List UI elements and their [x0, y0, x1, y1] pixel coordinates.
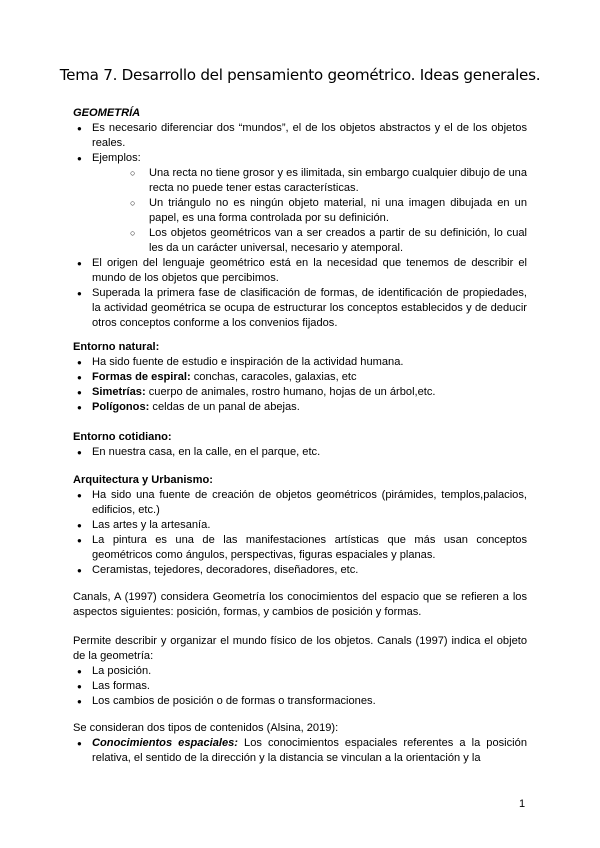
- term-description: Los conocimientos espaciales referentes a la posición relativa, el sentido de la dirección y la distancia se vinculan a la orientación y la: [92, 737, 527, 764]
- list-item: ● El origen del lenguaje geométrico está en la necesidad que tenemos de describir el mundo de los objetos que percibimos.: [73, 256, 527, 286]
- list-item: ● Ha sido fuente de estudio e inspiración de la actividad humana.: [73, 355, 527, 370]
- arquitectura-list: [73, 488, 527, 578]
- section-geometria: [73, 106, 527, 331]
- list-item: ● Las formas.: [73, 679, 527, 694]
- section-heading-geometria: GEOMETRÍA: [73, 107, 141, 119]
- sub-list-item: ○ Un triángulo no es ningún objeto material, ni una imagen dibujada en un papel, es una forma controlada por su definición.: [73, 196, 527, 226]
- list-item: ● Las artes y la artesanía.: [73, 518, 527, 533]
- list-item: ● Los cambios de posición o de formas o transformaciones.: [73, 694, 527, 709]
- list-item: ● Es necesario diferenciar dos “mundos”, el de los objetos abstractos y el de los objetos reales.: [73, 121, 527, 151]
- cotidiano-list: [73, 445, 527, 460]
- document-title: Tema 7. Desarrollo del pensamiento geométrico. Ideas generales.: [59, 66, 541, 84]
- section-entorno-cotidiano: [73, 430, 527, 460]
- term-description: cuerpo de animales, rostro humano, hojas de un árbol,etc.: [145, 386, 436, 398]
- term-poligonos: Polígonos:: [92, 401, 150, 413]
- paragraph-canals: [73, 590, 527, 620]
- list-item: ● Ceramistas, tejedores, decoradores, diseñadores, etc.: [73, 563, 527, 578]
- list-item: [73, 385, 527, 400]
- paragraph-contenidos: [73, 721, 527, 766]
- term-description: celdas de un panal de abejas.: [149, 401, 300, 413]
- section-heading-cotidiano: Entorno cotidiano:: [73, 431, 172, 443]
- contenidos-list: [73, 736, 527, 766]
- section-arquitectura: [73, 473, 527, 578]
- sub-list-item: ○ Los objetos geométricos van a ser creados a partir de su definición, lo cual les da un carácter universal, necesario y atemporal.: [73, 226, 527, 256]
- paragraph-objeto-geometria: [73, 634, 527, 709]
- paragraph-text: Permite describir y organizar el mundo físico de los objetos. Canals (1997) indica el objeto de la geometría:: [73, 635, 527, 662]
- term-formas-espiral: Formas de espiral:: [92, 371, 191, 383]
- list-item: [73, 370, 527, 385]
- term-simetrias: Simetrías:: [92, 386, 146, 398]
- list-item: ● Ejemplos:: [73, 151, 527, 166]
- geometria-list: [73, 121, 527, 331]
- page-number: 1: [519, 798, 526, 810]
- term-conocimientos-espaciales: Conocimientos espaciales:: [92, 737, 238, 749]
- natural-list: [73, 355, 527, 415]
- term-description: conchas, caracoles, galaxias, etc: [190, 371, 357, 383]
- section-heading-natural: Entorno natural:: [73, 341, 160, 353]
- list-item: [73, 736, 527, 766]
- sub-list-item: ○ Una recta no tiene grosor y es ilimitada, sin embargo cualquier dibujo de una recta no puede tener estas características.: [73, 166, 527, 196]
- section-entorno-natural: [73, 340, 527, 415]
- list-item: ● La pintura es una de las manifestaciones artísticas que más usan conceptos geométricos como ángulos, perspectivas, figuras espaciales y planas.: [73, 533, 527, 563]
- list-item: ● En nuestra casa, en la calle, en el parque, etc.: [73, 445, 527, 460]
- objeto-list: [73, 664, 527, 709]
- list-item: [73, 400, 527, 415]
- list-item: ● Ha sido una fuente de creación de objetos geométricos (pirámides, templos,palacios, edificios, etc.): [73, 488, 527, 518]
- list-item: ● La posición.: [73, 664, 527, 679]
- section-heading-arquitectura: Arquitectura y Urbanismo:: [73, 474, 213, 486]
- list-item: ● Superada la primera fase de clasificación de formas, de identificación de propiedades, la actividad geométrica se ocupa de estructurar los conceptos establecidos y de deducir otros conceptos conforme a los convenios fijados.: [73, 286, 527, 331]
- paragraph-text: Se consideran dos tipos de contenidos (Alsina, 2019):: [73, 722, 339, 734]
- paragraph-text: Canals, A (1997) considera Geometría los conocimientos del espacio que se refieren a los aspectos siguientes: posición, formas, y cambios de posición y formas.: [73, 591, 527, 618]
